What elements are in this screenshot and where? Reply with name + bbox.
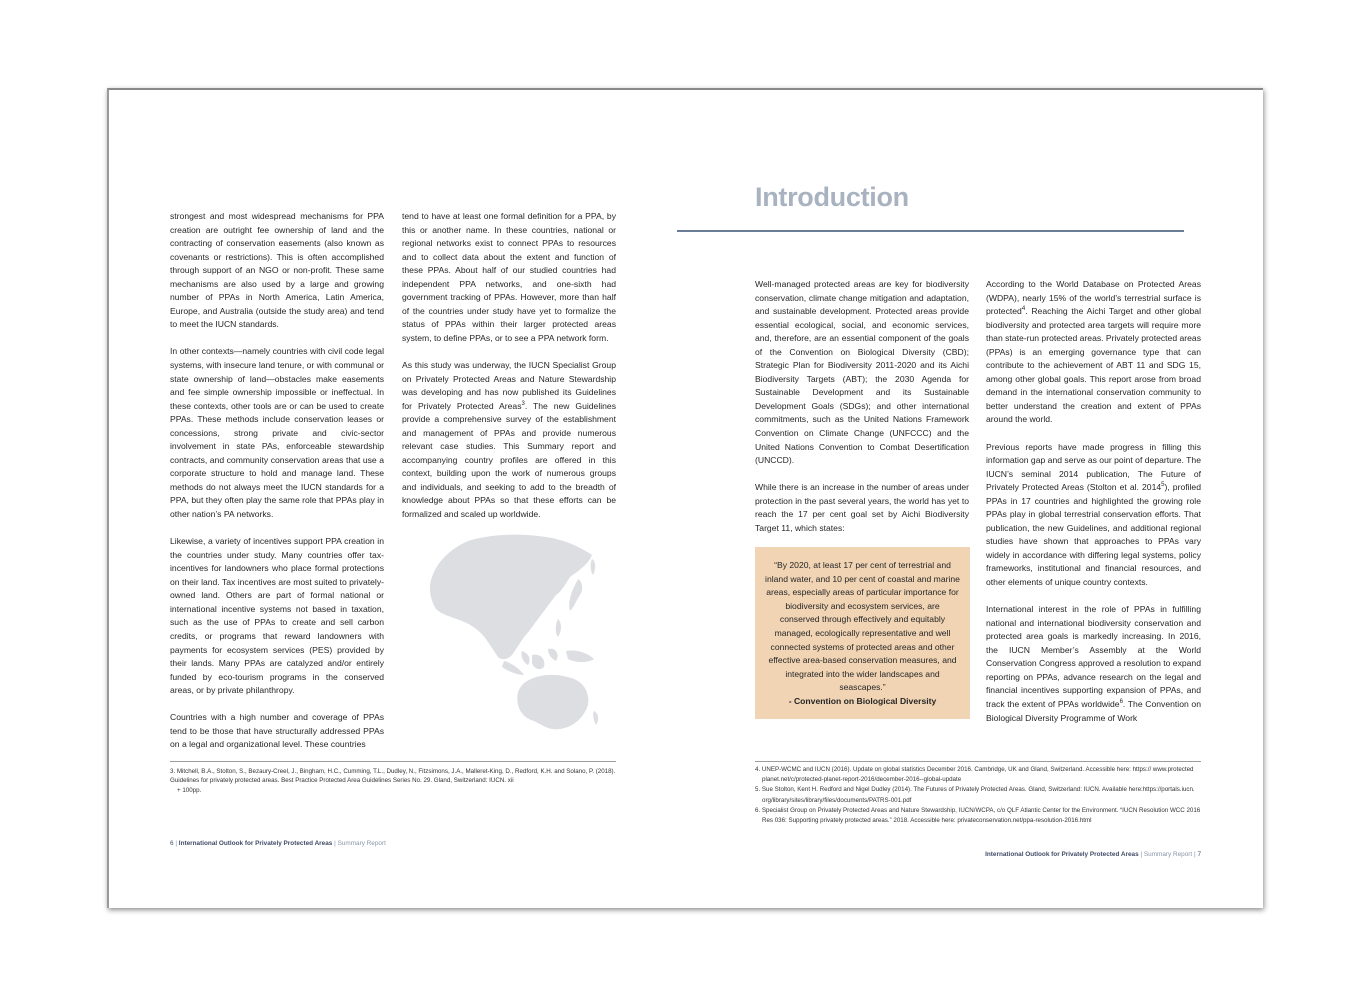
footnote-ref-3[interactable]: 3 — [521, 400, 525, 407]
text-run: . The Convention on Biological Diversity Programme of Work — [986, 698, 1201, 723]
section-title: Introduction — [755, 182, 909, 212]
footnote-6-cont: Res 036: Supporting privately protected areas.” 2018. Accessible here: privateconservation.net/ppa-resolution-2016.html — [762, 817, 1092, 825]
footer-separator: | — [1193, 851, 1196, 858]
left-footnotes — [170, 767, 616, 797]
text-run: . The new Guidelines provide a comprehensive survey of the establishment and management of PPAs and provide numerous relevant case studies. This Summary report and accompanying country profiles are offered in this context, building upon the work of numerous groups and individuals, and seeking to add to the breadth of knowledge about PPAs so that these efforts can be formalized and scaled up worldwide. — [402, 400, 617, 520]
footnote-3-cont: + 100pp. — [177, 787, 202, 795]
left-footnote-rule — [170, 761, 616, 762]
right-footnote-rule — [755, 761, 1201, 762]
text-run: 3. Mitchell, B.A., Stolton, S., Bezaury-Creel, J., Bingham, H.C., Cumming, T.L., Dudley, N., Fitzsimons, J.A., Malleret-King, D., Redford, K.H. and Solano, P. (2018). Guidelines for privately protected areas. Best Practice Protected Area Guidelines Series No. 29. Gland, Switzerland: IUCN. xii — [170, 768, 616, 785]
left-column-1 — [170, 210, 384, 752]
quote-text: “By 2020, at least 17 per cent of terrestrial and inland water, and 10 per cent of coastal and marine areas, especially areas of particular importance for biodiversity and ecosystem services, are conserved through effectively and equitably managed, ecologically representative and well connected systems of protected areas and other effective area-based conservation measures, and integrated into the wider landscapes and seascapes.” — [765, 560, 960, 693]
right-column-2 — [986, 278, 1201, 725]
left-col2-paragraph: tend to have at least one formal definition for a PPA, by this or another name. In these countries, national or regional networks exist to connect PPAs to resources and to collect data about the extent and function of these PPAs. About half of our studied countries had independent PPA networks, and one-sixth had government tracking of PPAs. However, more than half of the countries under study have yet to formalize the status of PPAs within their larger protected areas system, to define PPAs, or to see a PPA network form. — [402, 211, 616, 343]
footer-title: International Outlook for Privately Protected Areas — [985, 851, 1139, 858]
text-run: ), profiled PPAs in 17 countries and highlighted the growing role PPAs play in global terrestrial conservation efforts. That publication, the new Guidelines, and additional regional studies have shown that approaches to PPAs vary widely in accordance with differing legal systems, policy frameworks, institutional and financial resources, and other elements of unique country contexts. — [986, 482, 1201, 588]
left-col1-paragraph: Likewise, a variety of incentives support PPA creation in the countries under study. Many countries offer tax-incentives for landowners who place formal protections on their land. Tax incentives are most suited to privately-owned land. Others are part of formal national or international incentive systems not based in taxation, such as the use of PPAs to create and sell carbon credits, or programs that reward landowners with payments for ecosystem services (PES) provided by their lands. Many PPAs are catalyzed and/or entirely funded by eco-tourism programs in the conserved areas, or by private philanthropy. — [170, 536, 384, 696]
text-run: . Reaching the Aichi Target and other global biodiversity and protected area targets will require more than state-run protected areas. Privately protected areas (PPAs) is an emerging governance type that can contribute to the achievement of ABT 11 and SDG 15, among other global goals. This report arose from broad demand in the international conservation community to better understand the creation and extent of PPAs around the world. — [986, 306, 1201, 425]
footnote-3 — [170, 767, 616, 785]
left-footer — [170, 840, 386, 847]
footer-subtitle: Summary Report — [337, 840, 386, 847]
right-col2-paragraph — [986, 603, 1201, 725]
footer-separator: | — [334, 840, 336, 847]
right-col2-paragraph — [986, 278, 1201, 427]
footnote-5: 5. Sue Stolton, Kent H. Redford and Nigel Dudley (2014). The Futures of Privately Protected Areas. Gland, Switzerland: IUCN. Available here:https://portals.iucn. — [755, 786, 1195, 794]
left-column-2 — [402, 210, 616, 522]
right-column-1 — [755, 278, 969, 535]
footnote-4-cont: planet.net/c/protected-planet-report-2016/december-2016--global-update — [762, 776, 962, 784]
left-col1-paragraph: In other contexts—namely countries with civil code legal systems, with insecure land tenure, or with communal or state ownership of land—obstacles make easements and fee simple ownership impossible or ineffectual. In these contexts, other tools are or can be used to create PPAs. These methods include conservation leases or concessions, strong private and civic-sector involvement in state PAs, enforceable stewardship contracts, and community conservation areas that use a corporate structure to hold and manage land. These methods do not always meet the IUCN standards for a PPA, but they often play the same role that PPAs play in other nation’s PA networks. — [170, 346, 384, 520]
text-run: As this study was underway, the IUCN Specialist Group on Privately Protected Areas and Nature Stewardship was developing and has now published its Guidelines for Privately Protected Areas — [402, 360, 616, 411]
left-col2-paragraph — [402, 359, 616, 522]
page-number: 6 — [170, 840, 174, 847]
quote-box — [755, 547, 970, 719]
right-col2-paragraph — [986, 441, 1201, 590]
quote-attribution: - Convention on Biological Diversity — [788, 695, 937, 706]
right-footer — [985, 851, 1201, 858]
footnote-6: 6. Specialist Group on Privately Protected Areas and Nature Stewardship, IUCN/WCPA, c/o QLF Atlantic Center for the Environment. “IUCN Resolution WCC 2016 — [755, 806, 1201, 814]
right-col1-paragraph: Well-managed protected areas are key for biodiversity conservation, climate change mitigation and adaptation, and sustainable development. Protected areas provide essential ecological, social, and economic services, and, therefore, are an essential component of the goals of the Convention on Biological Diversity (CBD); Strategic Plan for Biodiversity 2011-2020 and its Aichi Biodiversity Targets (ABT); the 2030 Agenda for Sustainable Development and its Sustainable Development Goals (SDGs); and other international commitments, such as the United Nations Framework Convention on Climate Change (UNFCCC) and the United Nations Convention to Combat Desertification (UNCCD). — [755, 279, 969, 466]
right-footnotes — [755, 765, 1205, 826]
title-rule — [677, 230, 1184, 232]
footnote-5-cont: org/library/sites/library/files/documents/PATRS-001.pdf — [762, 796, 912, 804]
footnote-ref-6[interactable]: 6 — [1119, 699, 1123, 706]
text-run: International interest in the role of PPAs in fulfilling national and international biodiversity conservation and protected area goals is markedly increasing. In 2016, the IUCN Member’s Assembly at the World Conservation Congress approved a resolution to expand reporting on PPAs, advance research on the legal and financial incentives supporting expansion of PPAs, and track the extent of PPAs worldwide — [986, 604, 1201, 709]
footer-subtitle: Summary Report — [1143, 851, 1193, 858]
footer-separator: | — [175, 840, 178, 847]
left-col1-paragraph: strongest and most widespread mechanisms for PPA creation are outright fee ownership of land and the contracting of conservation easements (also known as covenants or restrictions). This is often accomplished through support of an NGO or non-profit. These same mechanisms are also used by a large and growing number of PPAs in North America, Latin America, Europe, and Australia (outside the study area) and tend to meet the IUCN standards. — [170, 211, 384, 330]
footnote-ref-5[interactable]: 5 — [1161, 482, 1165, 489]
right-col1-paragraph: While there is an increase in the number of areas under protection in the past several years, the world has yet to reach the 17 per cent goal set by Aichi Biodiversity Target 11, which states: — [755, 482, 969, 533]
footnote-ref-4[interactable]: 4 — [1021, 306, 1026, 313]
text-run: According to the World Database on Protected Areas (WDPA), nearly 15% of the world’s terrestrial surface is protected — [986, 279, 1201, 317]
footer-title: International Outlook for Privately Protected Areas — [178, 840, 333, 847]
footer-separator: | — [1140, 851, 1143, 858]
page-number: 7 — [1197, 851, 1201, 858]
text-run: Previous reports have made progress in filling this information gap and serve as our point of departure. The IUCN’s seminal 2014 publication, The Future of Privately Protected Areas (Stolton et al. 2014 — [986, 441, 1201, 493]
asia-oceania-map-graphic — [428, 533, 616, 733]
left-col1-paragraph: Countries with a high number and coverage of PPAs tend to be those that have structurally addressed PPAs on a legal and organizational level. These countries — [170, 712, 384, 750]
footnote-4: 4. UNEP-WCMC and IUCN (2016). Update on global statistics December 2016. Cambridge, UK and Gland, Switzerland. Accessible here: https:// www.protected — [755, 766, 1194, 773]
